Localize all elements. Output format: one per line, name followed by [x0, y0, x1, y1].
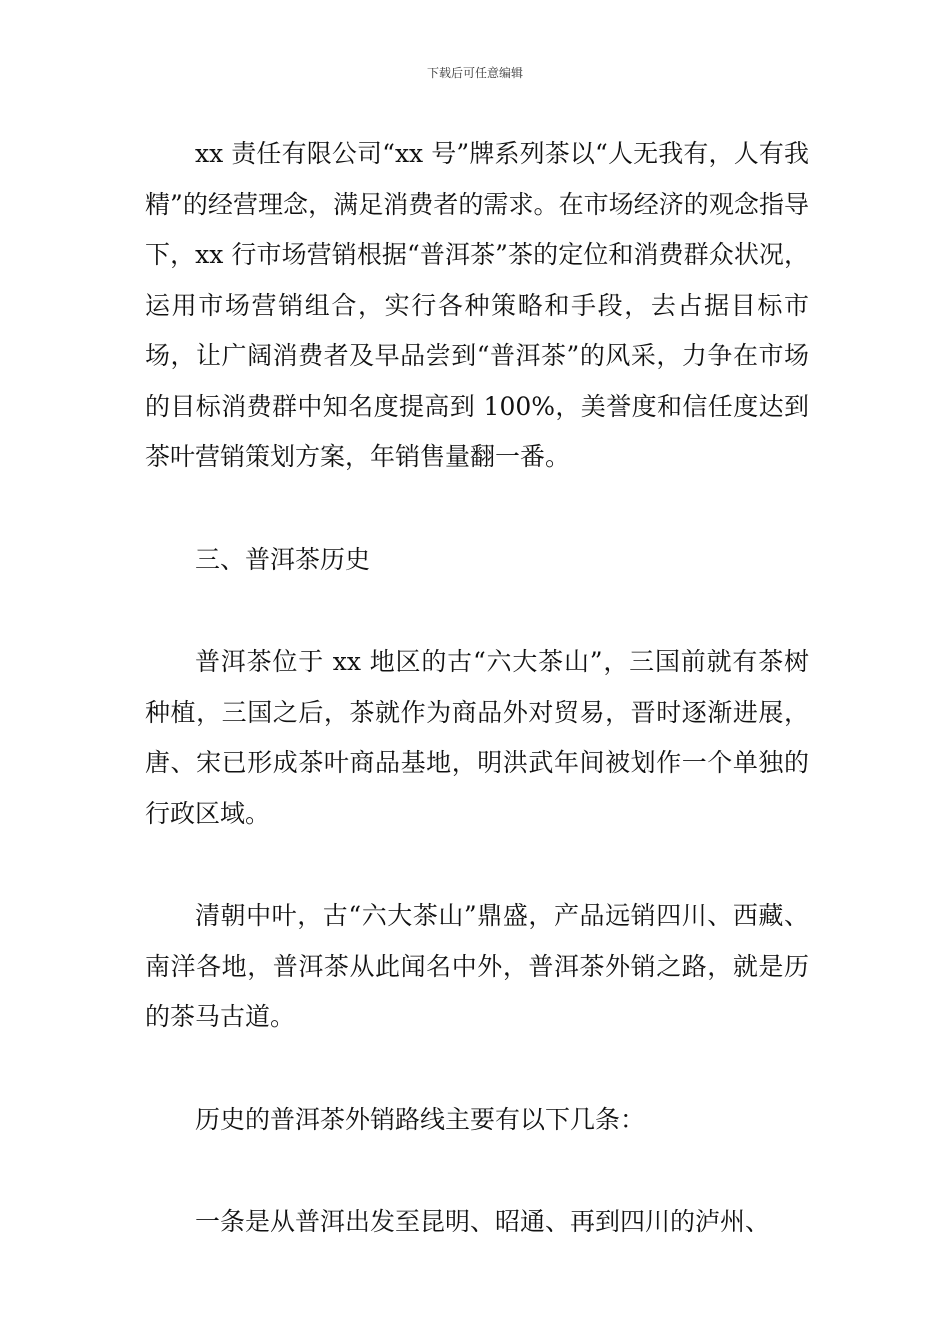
section-heading: 三、普洱茶历史	[195, 544, 371, 574]
paragraph-gap	[145, 585, 809, 637]
paragraph-routes-intro: 历史的普洱茶外销路线主要有以下几条：	[195, 1104, 646, 1134]
document-body	[145, 129, 809, 1248]
paragraph-qing-dynasty: 清朝中叶，古“六大茶山”鼎盛，产品远销四川、西藏、南洋各地，普洱茶从此闻名中外，普洱茶外销之路，就是历的茶马古道。	[145, 901, 809, 1031]
paragraph-gap	[145, 839, 809, 891]
paragraph-gap	[145, 1043, 809, 1095]
paragraph-history: 普洱茶位于 xx 地区的古“六大茶山”，三国前就有茶树种植，三国之后，茶就作为商品外对贸易，晋时逐渐进展，唐、宋已形成茶叶商品基地，明洪武年间被划作一个单独的行政区域。	[145, 647, 809, 828]
paragraph-intro: xx 责任有限公司“xx 号”牌系列茶以“人无我有，人有我精”的经营理念，满足消费者的需求。在市场经济的观念指导下，xx 行市场营销根据“普洱茶”茶的定位和消费群众状况，运用市场营销组合，实行各种策略和手段，去占据目标市场，让广阔消费者及早品尝到“普洱茶”的风采，力争在市场的目标消费群中知名度提高到 100%，美誉度和信任度达到茶叶营销策划方案，年销售量翻一番。	[145, 139, 809, 471]
page-header: 下载后可任意编辑	[426, 66, 523, 80]
paragraph-gap	[145, 483, 809, 535]
paragraph-route-one: 一条是从普洱出发至昆明、昭通、再到四川的泸州、	[195, 1207, 771, 1236]
paragraph-gap	[145, 1145, 809, 1197]
